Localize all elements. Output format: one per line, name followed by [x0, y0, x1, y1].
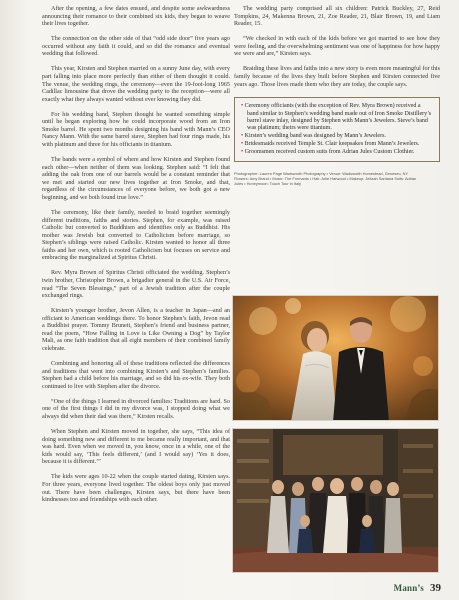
body-paragraph: After the opening, a few dates ensued, and despite some awkwardness announcing their romance to their combined six kids, they began to weave their lives together. — [42, 6, 230, 28]
left-text-column — [42, 6, 230, 512]
bullet-icon: • — [241, 133, 244, 140]
body-paragraph: The wedding party comprised all six children: Patrick Buckley, 27, Reid Tompkins, 24, Makenna Brown, 21, Zoe Reader, 21, Blair Brown, 19, and Liam Reader, 15. — [234, 6, 440, 28]
brand-name: Mann’s — [393, 583, 424, 593]
body-paragraph: The connection on the other side of that “odd side door” five years ago occurred without any faith it could, and so did the romance and eventual wedding that followed. — [42, 36, 230, 58]
body-paragraph: Rev. Myra Brown of Spiritus Christi officiated the wedding. Stephen’s twin brother, Christopher Brown, a brigadier general in the U.S. Air Force, read “The Seven Blessings,” part of a Jewish tradition after the couple exchanged rings. — [42, 270, 230, 300]
body-paragraph: This year, Kirsten and Stephen married on a sunny June day, with every part falling into place more perfectly than either of them thought it could. The venue, the wedding rings, the ceremony—even the 19-foot-long 1965 Cadillac limousine that drove the wedding party to the reception—were all exactly what they always wanted without ever knowing they did. — [42, 66, 230, 103]
photo-credits: Photographer: Lauren Page Wadsworth Photography • Venue: Wadsworth Homestead, Geneseo, NY Flowers: Amy Brand • Music: The Formants • Hair: Arlie Harwood • Makeup: Jeitzah Santana Suits: Adrian Jules • Honeymoon: Touch Tour in Italy — [234, 170, 417, 186]
body-paragraph: The ceremony, like their family, needed to braid together seemingly different traditions, faiths and stories. Stephen, for example, was raised Catholic but converted to Buddhism and identifies only as Buddhist. His mother was Jewish but converted to Catholicism before marriage, so Stephen’s siblings were raised Catholic. Kirsten wanted to honor all three faiths and her own, which is rooted Catholicism but focuses on service and embracing the marginalized at Spiritus Christi. — [42, 210, 230, 262]
body-paragraph: When Stephen and Kirsten moved in together, she says, “This idea of doing something new and different to me became really important, and that was hard. Even when we moved in, you know, once in a while, one of the kids would say, ‘This feels different,’ (and I would say) ‘Yes it does, because it is different.’” — [42, 429, 230, 466]
body-paragraph: The kids were ages 10-22 when the couple started dating, Kirsten says. For three years, everyone lived together. The oldest boys only just moved out. There have been challenges, Kirsten says, but there have been kindnesses too and friendships with each other. — [42, 474, 230, 504]
right-text-column — [234, 6, 440, 186]
page-number: 39 — [430, 582, 441, 594]
sidebar-item: • Kirsten’s wedding band was designed by Mann’s Jewelers. — [241, 133, 386, 140]
body-paragraph: Braiding these lives and faiths into a new story is even more meaningful for this family because of the lives they built before Stephen and Kirsten connected five years ago. Those lives made them who they are today, the couple says. — [234, 66, 440, 88]
wedding-party-photo-image — [233, 429, 439, 573]
wedding-details-sidebar — [234, 97, 440, 162]
body-paragraph: Kirsten’s younger brother, Jevon Allen, is a teacher in Japan—and an officiant to American weddings there. To honor Stephen’s faith, Jevon read a Buddhist prayer. Tommy Brunett, Stephen’s friend and business partner, read the poem, “How Falling in Love is Like Owning a Dog” by Taylor Mali, as one faith tradition that all eight members of their combined family celebrate. — [42, 308, 230, 352]
body-paragraph: Combining and honoring all of these traditions reflected the differences and traditions that went into combining Kirsten’s and Stephen’s families. Stephen had a child before his marriage, and so did his ex-wife. They both continued to live with Stephen after the divorce. — [42, 361, 230, 390]
body-paragraph: The bands were a symbol of where and how Kirsten and Stephen found each other—when neither of them was looking. Stephen said: “I felt that adding the oak from one of our barrels would be a constant reminder that we met and started our new lives together at Iron Smoke, and that, regardless of the circumstances of everyone before, we both got a new beginning, and we both found true love.” — [42, 157, 230, 201]
bullet-icon: • — [241, 103, 244, 110]
body-paragraph: “We checked in with each of the kids before we got married to see how they were feeling, and the overwhelming sentiment was one of happiness for how happy we were and are,” Kirsten says. — [234, 36, 440, 58]
sidebar-item: • Bridesmaids received Temple St. Clair keepsakes from Mann’s Jewelers. — [241, 141, 420, 148]
couple-photo-image — [233, 296, 439, 421]
body-paragraph: “One of the things I learned in divorced families: Traditions are hard. So one of the first things I did in my divorce was, I stopped doing what we always did when their dad was there,” Kirsten recalls. — [42, 398, 230, 420]
couple-photo — [232, 295, 439, 421]
wedding-party-photo — [232, 428, 439, 573]
body-paragraph: For his wedding band, Stephen thought he wanted something simple until he began exploring how he could incorporate wood from an Iron Smoke barrel. He spent two months designing his band with Mann’s CEO Nancy Mann. With the same barrel stave, Stephen had four rings made, his with platinum and three for his officiants in titanium. — [42, 111, 230, 148]
page-footer — [394, 582, 441, 594]
sidebar-item: • Groomsmen received custom suits from Adrian Jules Custom Clothier. — [241, 149, 415, 156]
sidebar-item: • Ceremony officiants (with the exception of Rev. Myra Brown) received a band similar to Stephen’s wedding band made out of Iron Smoke Distillery’s barrel stave inlay, designed by Stephen with Mann’s Jewelers. Steve’s band was platinum; theirs were titanium. — [241, 103, 432, 132]
bullet-icon: • — [241, 149, 244, 156]
bullet-icon: • — [241, 141, 244, 148]
